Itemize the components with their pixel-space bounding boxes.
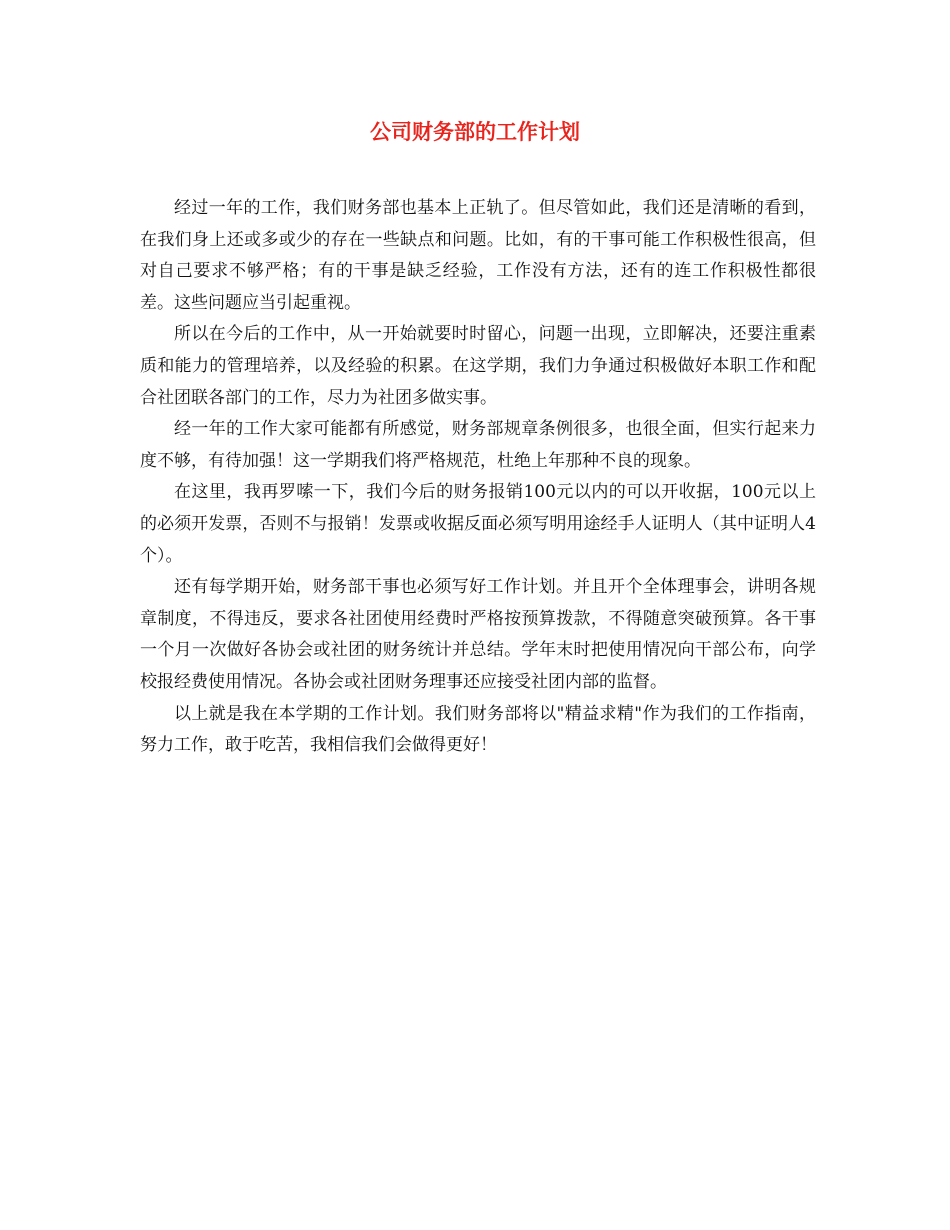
paragraph-2: 所以在今后的工作中，从一开始就要时时留心，问题一出现，立即解决，还要注重素质和能力的管理培养，以及经验的积累。在这学期，我们力争通过积极做好本职工作和配合社团联各部门的工作，尽力为社团多做实事。	[140, 324, 816, 408]
paragraph-3: 经一年的工作大家可能都有所感觉，财务部规章条例很多，也很全面，但实行起来力度不够，有待加强！这一学期我们将严格规范，杜绝上年那种不良的现象。	[140, 419, 816, 471]
paragraph-4: 在这里，我再罗嗦一下，我们今后的财务报销100元以内的可以开收据，100元以上的必须开发票，否则不与报销！发票或收据反面必须写明用途经手人证明人（其中证明人4个）。	[140, 482, 816, 566]
paragraph-6: 以上就是我在本学期的工作计划。我们财务部将以"精益求精"作为我们的工作指南，努力工作，敢于吃苦，我相信我们会做得更好！	[140, 703, 816, 756]
paragraph-1: 经过一年的工作，我们财务部也基本上正轨了。但尽管如此，我们还是清晰的看到，在我们身上还或多或少的存在一些缺点和问题。比如，有的干事可能工作积极性很高，但对自己要求不够严格；有的干事是缺乏经验，工作没有方法，还有的连工作积极性都很差。这些问题应当引起重视。	[140, 198, 816, 313]
page-title: 公司财务部的工作计划	[370, 120, 580, 144]
paragraph-5: 还有每学期开始，财务部干事也必须写好工作计划。并且开个全体理事会，讲明各规章制度，不得违反，要求各社团使用经费时严格按预算拨款，不得随意突破预算。各干事一个月一次做好各协会或社团的财务统计并总结。学年末时把使用情况向干部公布，向学校报经费使用情况。各协会或社团财务理事还应接受社团内部的监督。	[140, 577, 816, 692]
document-body	[140, 193, 816, 762]
